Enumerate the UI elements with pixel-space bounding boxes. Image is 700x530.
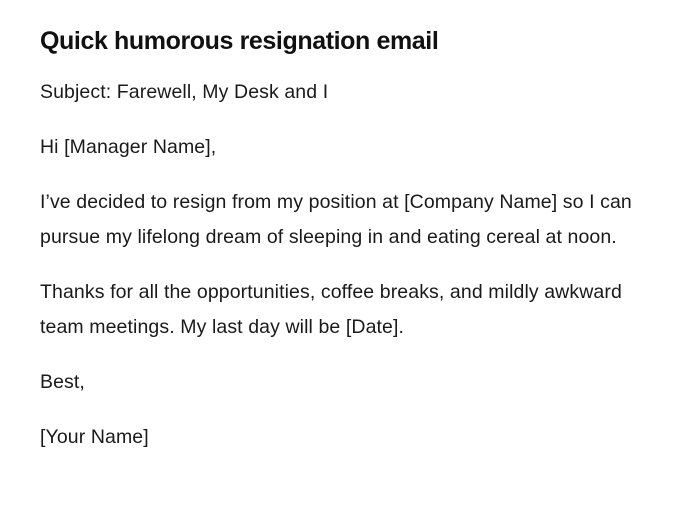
email-greeting: Hi [Manager Name], bbox=[40, 136, 217, 158]
email-body-paragraph-2: Thanks for all the opportunities, coffee breaks, and mildly awkward team meetings. My last day will be [Date]. bbox=[40, 281, 622, 338]
page-title: Quick humorous resignation email bbox=[40, 27, 439, 55]
email-signature: [Your Name] bbox=[40, 426, 149, 448]
email-subject: Subject: Farewell, My Desk and I bbox=[40, 81, 329, 103]
email-body-paragraph-1: I’ve decided to resign from my position at [Company Name] so I can pursue my lifelong dream of sleeping in and eating cereal at noon. bbox=[40, 191, 632, 248]
email-template bbox=[40, 24, 650, 475]
email-signoff: Best, bbox=[40, 371, 85, 393]
